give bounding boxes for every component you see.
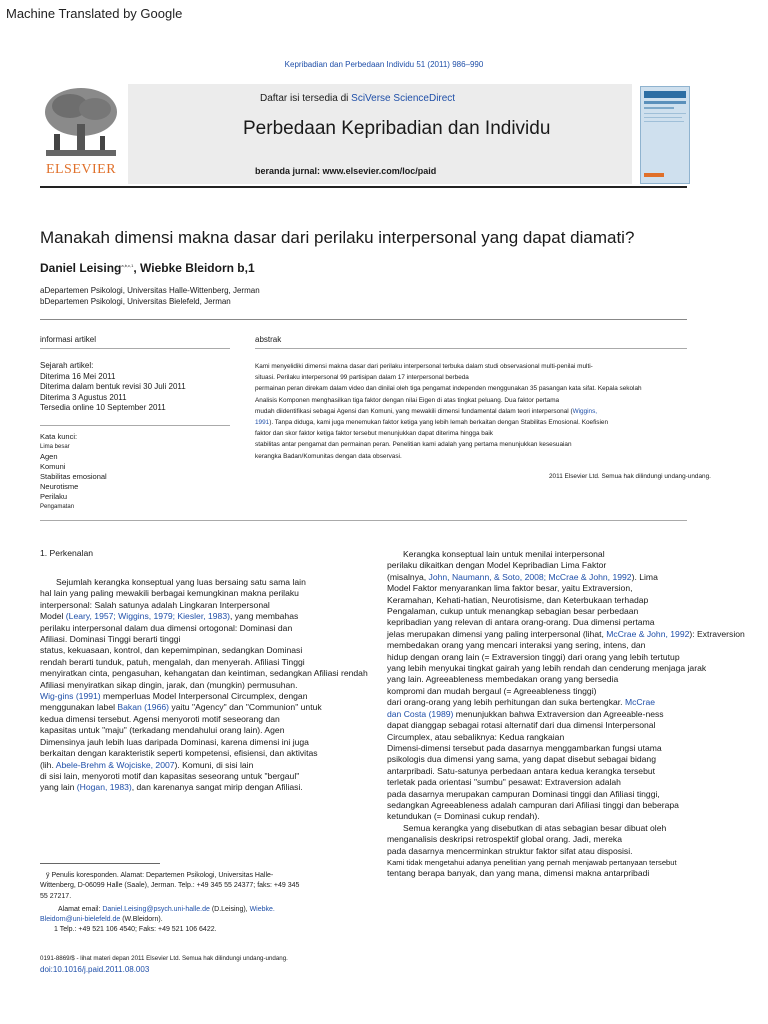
body-line: kedua dimensi tersebut. Agensi menyoroti motif seseorang dan (40, 713, 280, 724)
body-line: kepribadian yang relevan di antara orang-orang. Dua dimensi pertama (387, 617, 655, 628)
title-divider (40, 319, 687, 320)
citation-link[interactable]: Wiggins, (572, 407, 598, 415)
body-line: kompromi dan mudah bergaul (= Agreeableness tinggi) (387, 685, 597, 696)
abstract-line: faktor dan skor faktor ketiga faktor tersebut menunjukkan dapat diterima hingga baik (255, 430, 494, 438)
body-line (40, 691, 368, 702)
keyword: Stabilitas emosional (40, 472, 107, 481)
body-text: yang lain (40, 782, 77, 793)
citation-link[interactable]: dan Costa (1989) (387, 708, 454, 719)
history-online: Tersedia online 10 September 2011 (40, 403, 166, 412)
citation-link[interactable]: 1991 (255, 419, 270, 427)
body-text: jelas merupakan dimensi yang paling interpersonal (lihat, (387, 628, 607, 639)
journal-cover-thumbnail (640, 86, 690, 184)
abstract-text-span: ). Tanpa diduga, kami juga menemukan faktor ketiga yang lebih lemah berkaitan dengan Stabilitas Emosional. Koefisien (269, 419, 609, 427)
citation-link[interactable]: Bakan (1966) (117, 702, 170, 713)
body-line: perilaku dikaitkan dengan Model Kepribadian Lima Faktor (387, 560, 607, 571)
footnote-line: 55 27217. (40, 892, 72, 900)
body-text: (lih. (40, 759, 56, 770)
email-link[interactable]: Daniel.Leising@psych.uni-halle.de (102, 905, 210, 913)
body-text: menunjukkan bahwa Extraversion dan Agreeable-ness (453, 708, 664, 719)
body-line: Dimensi-dimensi tersebut pada dasarnya menggambarkan fungsi utama (387, 742, 662, 753)
abstract-bottom-divider (40, 520, 687, 521)
body-line: kapasitas untuk "maju" (terkadang mendahului orang lain). Agen (40, 725, 285, 736)
body-line: yang lain. Agreeableness membedakan orang yang bersedia (387, 674, 619, 685)
body-line: Semua kerangka yang disebutkan di atas sebagian besar dibuat oleh (403, 822, 667, 833)
body-text: ). Komuni, di sisi lain (174, 759, 254, 770)
footnote-text: (W.Bleidorn). (120, 916, 163, 924)
body-line: Sejumlah kerangka konseptual yang luas bersaing satu sama lain (56, 577, 306, 587)
body-line: Afiliasi menyiratkan sikap dingin, jarak, dan (mungkin) permusuhan. (40, 679, 298, 690)
body-line: pada dasarnya merupakan campuran Dominasi tinggi dan Afiliasi tinggi, (387, 788, 660, 799)
doi-link[interactable]: doi:10.1016/j.paid.2011.08.003 (40, 965, 150, 974)
body-text: , dan karenanya sangat mirip dengan Afiliasi. (131, 782, 303, 793)
body-line: Kami tidak mengetahui adanya penelitian yang pernah menjawab pertanyaan tersebut (387, 857, 677, 867)
keywords (40, 432, 107, 512)
header-divider (40, 186, 687, 188)
keyword: Komuni (40, 462, 66, 471)
abstract-line (255, 417, 725, 428)
body-text: , yang membahas (229, 611, 299, 622)
body-line (387, 629, 745, 640)
history-heading: Sejarah artikel: (40, 361, 94, 370)
body-line: dapat dianggap sebagai rotasi alternatif dari dua dimensi Interpersonal (387, 720, 656, 731)
history-revised: Diterima dalam bentuk revisi 30 Juli 2011 (40, 382, 186, 391)
abstract-line: situasi. Perilaku interpersonal 99 partisipan dalam 17 interpersonal berbeda (255, 374, 469, 382)
body-line: Pengalaman, cukup untuk menangkap sebagian besar perbedaan (387, 606, 639, 617)
author-name[interactable]: Daniel Leising (40, 261, 122, 275)
citation-link[interactable]: John, Naumann, & Soto, 2008; McCrae & John, 1992 (428, 571, 632, 582)
footnote-line: 1 Telp.: +49 521 106 4540; Faks: +49 521 106 6422. (54, 926, 217, 934)
body-line: menyiratkan cinta, pengasuhan, kehangatan dan keintiman, sedangkan Afiliasi rendah (40, 668, 368, 679)
email-link[interactable]: Wiebke. (249, 905, 275, 913)
body-line: Model Faktor menyarankan lima faktor besar, yaitu Extraversion, (387, 583, 633, 594)
article-history (40, 361, 186, 414)
footnote-text: Alamat email: (58, 905, 103, 913)
body-line: status, kekuasaan, kontrol, dan kepemimpinan, sedangkan Dominasi (40, 645, 303, 656)
body-text: Model (40, 611, 66, 622)
body-line: yang lebih menyukai tingkat gairah yang lebih rendah dan cenderung menjaga jarak (387, 663, 707, 674)
body-line: antarpribadi. Satu-satunya perbedaan antara kedua kerangka tersebut (387, 765, 656, 776)
article-title: Manakah dimensi makna dasar dari perilaku interpersonal yang dapat diamati? (40, 228, 635, 247)
author-list (40, 261, 255, 275)
body-line: rendah berarti tunduk, patuh, mengalah, dan menyerah. Afiliasi Tinggi (40, 656, 305, 667)
citation-link[interactable]: McCrae & John, 1992 (606, 628, 690, 639)
body-line (387, 572, 745, 583)
article-info-divider (40, 348, 230, 349)
body-line (387, 709, 745, 720)
abstract-text-span: mudah diidentifikasi sebagai Agensi dan Komuni, yang mewakili dimensi fundamental dalam teori interpersonal ( (255, 407, 573, 415)
keyword: Perilaku (40, 492, 68, 501)
body-text: (misalnya, (387, 571, 429, 582)
footnote-line (40, 915, 299, 925)
body-left-column (40, 577, 368, 794)
body-text: memperluas Model Interpersonal Circumplex, dengan (100, 691, 308, 702)
issn-line: 0191-8869/$ - lihat materi depan 2011 Elsevier Ltd. Semua hak dilindungi undang-undang. (40, 955, 288, 962)
abstract-line: stabilitas antar pengamat dan permainan peran. Penelitian kami adalah yang pertama menunjukkan kesesuaian (255, 441, 572, 449)
body-line: menganalisis deskripsi retrospektif global orang. Jadi, mereka (387, 834, 623, 845)
body-line: psikologis dua dimensi yang sama, yang dapat disebut sebagai bidang (387, 754, 656, 765)
abstract-text (255, 361, 725, 462)
keyword: Neurotisme (40, 482, 79, 491)
body-text: ): Extraversion (689, 628, 745, 639)
history-received: Diterima 16 Mei 2011 (40, 371, 116, 381)
footnotes (40, 871, 299, 936)
abstract-line: Kami menyelidiki dimensi makna dasar dari perilaku interpersonal terbuka dalam studi observasional multi-penilai multi- (255, 363, 593, 370)
citation-link[interactable]: Wig-gins (1991) (40, 691, 101, 702)
body-text: menggunakan label (40, 702, 118, 713)
machine-translated-notice: Machine Translated by Google (6, 6, 183, 21)
history-accepted: Diterima 3 Agustus 2011 (40, 392, 127, 402)
body-line (40, 702, 368, 713)
affiliation-a: aDepartemen Psikologi, Universitas Halle-Wittenberg, Jerman (40, 286, 260, 295)
body-line (40, 760, 368, 771)
body-line: membedakan orang yang mencari interaksi yang sering, intens, dan (387, 640, 646, 651)
body-line: interpersonal: Salah satunya adalah Lingkaran Interpersonal (40, 599, 270, 610)
author-markers: a,b,c,1 (121, 263, 134, 268)
body-line (387, 697, 745, 708)
toc-prefix: Daftar isi tersedia di (260, 93, 352, 104)
body-line: Dimensinya jauh lebih luas daripada Dominasi, karena dimensi ini juga (40, 736, 309, 747)
abstract-divider (255, 348, 687, 349)
body-line: pada dasarnya mencerminkan struktur faktor sifat atau disposisi. (387, 845, 633, 856)
abstract-line (255, 406, 725, 417)
body-line: ketundukan (= Dominasi cukup rendah). (387, 811, 540, 822)
keyword: Lima besar (40, 444, 70, 450)
footnote-divider (40, 863, 160, 864)
abstract-heading: abstrak (255, 335, 282, 344)
email-link[interactable]: Bleidorn@uni-bielefeld.de (40, 916, 121, 924)
body-line: di sisi lain, menyoroti motif dan kapasitas seseorang untuk "bergaul" (40, 770, 300, 781)
citation-link[interactable]: (Leary, 1957; Wiggins, 1979; Kiesler, 1983) (65, 611, 230, 622)
footnote-line (40, 905, 299, 915)
toc-availability (260, 93, 455, 104)
body-line: Circumplex, atau sebaliknya: Kedua rangkaian (387, 731, 565, 742)
abstract-line: kerangka Badan/Komunitas dengan data observasi. (255, 452, 402, 460)
journal-homepage[interactable]: beranda jurnal: www.elsevier.com/loc/paid (255, 166, 437, 176)
body-line: berkaitan dengan karakteristik seperti kompetensi, efisiensi, dan aktivitas (40, 748, 318, 759)
article-info-heading: informasi artikel (40, 335, 97, 344)
body-right-column (387, 549, 745, 880)
author-name[interactable]: , Wiebke Bleidorn b,1 (133, 261, 255, 275)
body-line: sedangkan Agreeableness adalah campuran dari Afiliasi tinggi dan beberapa (387, 799, 679, 810)
footnote-line: Wittenberg, D-06099 Halle (Saale), Jerman. Telp.: +49 345 55 24377; faks: +49 345 (40, 882, 300, 890)
body-line (40, 611, 368, 622)
citation-link[interactable]: Abele-Brehm & Wojciske, 2007 (55, 759, 175, 770)
abstract-copyright: 2011 Elsevier Ltd. Semua hak dilindungi undang-undang. (549, 473, 711, 480)
body-line: perilaku interpersonal dalam dua dimensi ortogonal: Dominasi dan (40, 622, 293, 633)
keyword: Agen (40, 452, 58, 461)
abstract-line: permainan peran direkam dalam video dan dinilai oleh tiga pengamat independen menggunakan 35 pasangan kata sifat. Kepala sekolah (255, 385, 642, 393)
body-line: hidup dengan orang lain (= Extraversion tinggi) dari orang yang lebih tertutup (387, 651, 680, 662)
section-heading: 1. Perkenalan (40, 548, 94, 558)
citation-link[interactable]: (Hogan, 1983) (76, 782, 132, 793)
keywords-divider (40, 425, 230, 426)
keywords-heading: Kata kunci: (40, 432, 78, 441)
body-line (40, 782, 368, 793)
body-line: Afiliasi. Dominasi Tinggi berarti tinggi (40, 634, 181, 645)
body-line: hal lain yang paling mewakili berbagai kemungkinan makna perilaku (40, 588, 299, 599)
abstract-line: Analisis Komponen menghasilkan tiga faktor dengan nilai Eigen di atas tingkat peluang. Dua faktor pertama (255, 396, 560, 404)
keyword: Pengamatan (40, 504, 75, 510)
body-text: ). Lima (631, 571, 658, 582)
body-line: tentang berapa banyak, dan yang mana, dimensi makna antarpribadi (387, 868, 650, 879)
footnote-text: (D.Leising), (209, 905, 250, 913)
journal-name: Perbedaan Kepribadian dan Individu (243, 118, 551, 139)
journal-citation[interactable]: Kepribadian dan Perbedaan Individu 51 (2011) 986–990 (284, 60, 484, 69)
sciencedirect-link[interactable]: SciVerse ScienceDirect (351, 93, 456, 104)
publisher-logo-text: ELSEVIER (45, 162, 117, 177)
body-line: Kerangka konseptual lain untuk menilai interpersonal (403, 549, 605, 559)
affiliation-b: bDepartemen Psikologi, Universitas Bielefeld, Jerman (40, 297, 231, 306)
body-line: Keramahan, Kehati-hatian, Neurotisisme, dan Keterbukaan terhadap (387, 594, 649, 605)
body-text: dari orang-orang yang lebih perhitungan dan suka bertengkar. (387, 697, 625, 708)
footnote-line: ÿ Penulis koresponden. Alamat: Departemen Psikologi, Universitas Halle- (46, 872, 274, 879)
citation-link[interactable]: McCrae (624, 697, 656, 708)
body-line: terletak pada orientasi "sumbu" pesawat: Extraversion adalah (387, 777, 621, 788)
body-text: yaitu "Agency" dan "Communion" untuk (169, 702, 322, 713)
